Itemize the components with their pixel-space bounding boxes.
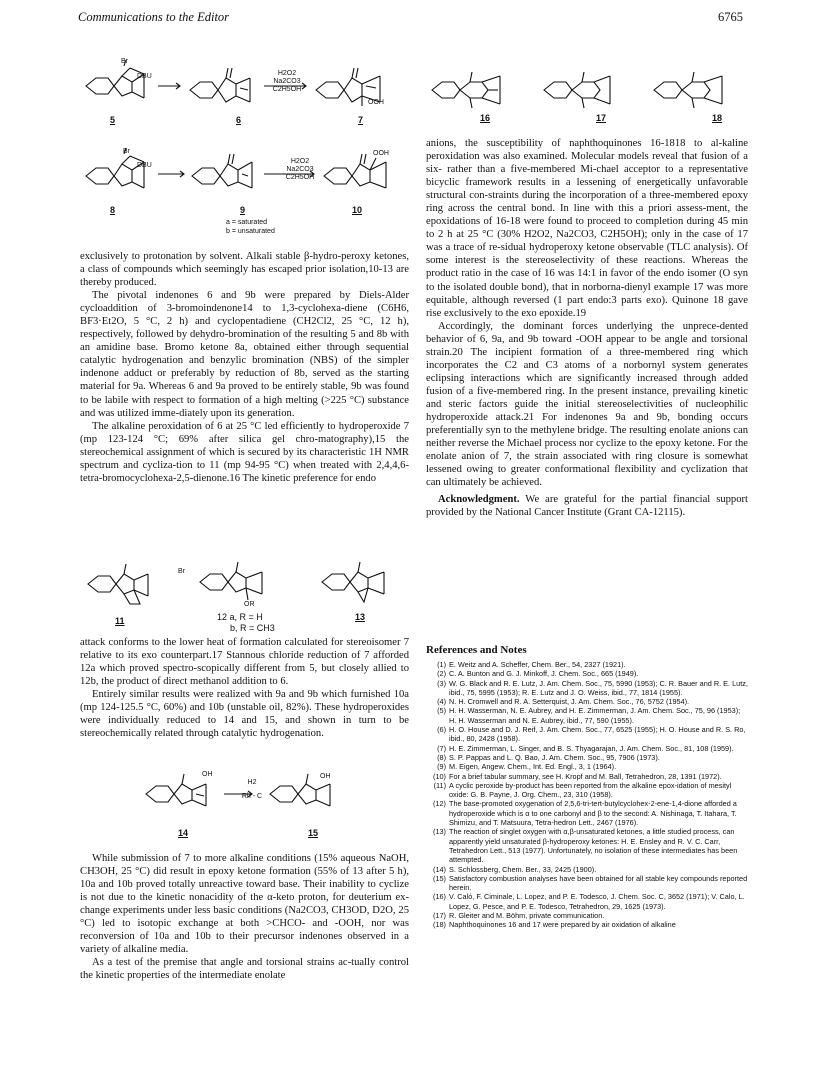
reference-number: (16)	[433, 892, 446, 902]
label-5: 5	[110, 115, 116, 125]
label-6: 6	[236, 115, 242, 125]
reference-item	[426, 753, 748, 762]
reference-item	[426, 772, 748, 781]
structure-14	[146, 774, 206, 806]
group-br-11: Br	[178, 568, 185, 575]
left-column-mid	[80, 636, 409, 740]
label-17: 17	[596, 113, 607, 123]
label-10: 10	[352, 205, 363, 215]
reference-text: N. H. Cromwell and R. A. Setterquist, J. Am. Chem. Soc., 76, 5752 (1954).	[449, 697, 690, 707]
reference-number: (18)	[433, 920, 446, 930]
left-p3: The alkaline peroxidation of 6 at 25 °C led efficiently to hydroperoxide 7 (mp 123-124 °C; 69% after silica gel chro-matography),15 the stereochemical assignment of which is secured by its characteristic 1H NMR spectrum and cycliza-tion to 11 (mp 94-95 °C) when treated with 2,4,4,6-tetra-bromocyclohexa-2,5-dienone.16 The kinetic preference for endo	[80, 420, 409, 484]
structure-11	[88, 564, 148, 604]
label-8: 8	[110, 205, 116, 215]
group-br-8: Br	[123, 148, 130, 155]
reagent-dbu-2: DBU	[137, 162, 152, 169]
reference-item	[426, 781, 748, 800]
label-14: 14	[178, 828, 189, 838]
group-ooh-7: OOH	[368, 99, 384, 106]
journal-section-title: Communications to the Editor	[78, 10, 230, 24]
reagent-dbu-1: DBU	[137, 73, 152, 80]
structure-17	[544, 72, 610, 108]
reference-text: C. A. Bunton and G. J. Minkoff, J. Chem. Soc., 665 (1949).	[449, 669, 639, 679]
group-or-12: OR	[244, 601, 255, 608]
reference-number: (10)	[433, 771, 446, 781]
label-12b: b, R = CH3	[230, 623, 275, 633]
page-number: 6765	[718, 10, 743, 24]
reference-number: (15)	[433, 873, 446, 883]
group-br-5: Br	[121, 58, 128, 65]
group-ooh-10: OOH	[373, 150, 389, 157]
structure-18	[654, 72, 722, 108]
reference-text: M. Eigen, Angew. Chem., Int. Ed. Engl., 3, 1 (1964).	[449, 762, 617, 772]
reference-text: S. P. Pappas and L. Q. Bao, J. Am. Chem. Soc., 95, 7906 (1973).	[449, 752, 660, 762]
structure-12	[200, 562, 262, 600]
label-15: 15	[308, 828, 319, 838]
reference-item	[426, 744, 748, 753]
reference-item	[426, 920, 748, 929]
reference-number: (8)	[437, 752, 446, 762]
reference-text: Naphthoquinones 16 and 17 were prepared by air oxidation of alkaline	[449, 920, 676, 930]
left-p4: attack conforms to the lower heat of formation calculated for stereoisomer 7 relative to its exo counterpart.17 Stannous chloride reduction of 7 afforded 12a which proved spectro-scopically different from 5, but closely allied to 12b, the product of direct methanol addition to 6.	[80, 637, 409, 688]
reference-number: (3)	[437, 678, 446, 688]
reagents-hydrogenation: H2 Rh - C	[241, 779, 263, 800]
reference-number: (11)	[433, 780, 446, 790]
group-oh-14: OH	[202, 771, 213, 778]
reference-text: V. Caló, F. Ciminale, L. Lopez, and P. E. Todesco, J. Chem. Soc. C, 3652 (1971); V. Calo, L. Lopez, G. Pesce, and P. E. Todesco, Tetrahedron, 29, 1625 (1973).	[449, 892, 745, 911]
note-a-saturated: a = saturated	[226, 219, 268, 226]
reference-text: For a brief tabular summary, see H. Kropf and M. Ball, Tetrahedron, 28, 1391 (1972).	[449, 771, 722, 781]
reference-text: H. H. Wasserman, N. E. Aubrey, and H. E. Zimmerman, J. Am. Chem. Soc., 75, 96 (1953); H. H. Wasserman and N. E. Aubrey, ibid., 77, 590 (1955).	[449, 706, 741, 725]
left-column-bottom	[80, 852, 409, 982]
reagents-peroxide-1: H2O2 Na2CO3 C2H5OH	[272, 70, 302, 93]
label-16: 16	[480, 113, 491, 123]
reference-number: (5)	[437, 706, 446, 716]
left-p7: As a test of the premise that angle and torsional strains ac-tually control the kinetic properties of the intermediate enolate	[80, 957, 409, 982]
left-p2: The pivotal indenones 6 and 9b were prepared by Diels-Alder cycloaddition of 3-bromoindenone14 to 1,3-cyclohexa-diene (C6H6, BF3·Et2O, 5 °C, 2 h) and cyclopentadiene (CH2Cl2, 25 °C, 12 h), respectively, followed by dehydro-bromination of the resulting 5 and 8b with an amidine base. Bromo ketone 8a, obtained either through sequential catalytic hydrogenation and benzylic bromination (NBS) of the simpler indenone adduct or preferably by reduction of 8b, served as the starting material for 9a. Whereas 6 and 9a proved to be entirely stable, 9b was found to be labile with respect to formation of a high melting (>225 °C) substance and was utilized imme-diately upon its generation.	[80, 290, 409, 419]
reference-text: H. O. House and D. J. Reif, J. Am. Chem. Soc., 77, 6525 (1955); H. O. House and R. S. Ro, ibid., 80, 2428 (1958).	[449, 725, 746, 744]
label-9: 9	[240, 205, 246, 215]
reference-text: A cyclic peroxide by-product has been reported from the alkaline epox-idation of mesityl oxide: G. B. Payne, J. Org. Chem., 23, 310 (1958).	[449, 780, 732, 800]
reagents-peroxide-2: H2O2 Na2CO3 C2H5OH	[285, 158, 315, 181]
reference-text: Satisfactory combustion analyses have been obtained for all stable key compounds reported herein.	[449, 873, 748, 893]
scheme-1-structures	[80, 58, 420, 238]
label-13: 13	[355, 612, 366, 622]
label-12a: 12 a, R = H	[217, 612, 263, 622]
ack-heading: Acknowledgment.	[438, 494, 520, 506]
note-b-unsaturated: b = unsaturated	[226, 228, 275, 235]
reference-item	[426, 874, 748, 893]
reference-text: The base-promoted oxygenation of 2,5,6-tri-tert-butylcyclohex-2-ene-1,4-dione afforded a hydroperoxide which is α to one carbonyl and β to the second: A. Nishinaga, T. Itahara, T. Shimizu, and T. Matsuura, Tetra-hedron Lett., 2467 (1976).	[449, 799, 737, 828]
structure-6	[190, 68, 250, 102]
left-p6: While submission of 7 to more alkaline conditions (15% aqueous NaOH, CH3OH, 25 °C) did result in epoxy ketone formation (55% of 13 after 5 h), 10a and 10b proved totally unreactive toward base. Their inability to cyclize is not due to the kinetic nonacidity of the α-keto proton, for deuterium ex-change experiments under less basic conditions (Na2CO3, CH3OD, D2O, 25 °C) led to isotopic exchange at both >CHCO- and -OOH, nor was reconversion of 10a and 10b to their precursor indenones observed in a variety of alkaline media.	[80, 853, 409, 956]
reference-item	[426, 660, 748, 669]
structure-8	[86, 148, 144, 188]
acknowledgment	[426, 493, 748, 519]
structure-10	[324, 154, 386, 188]
left-column-top	[80, 250, 409, 485]
reference-item	[426, 827, 748, 864]
reference-number: (17)	[433, 911, 446, 921]
reference-item	[426, 762, 748, 771]
label-7: 7	[358, 115, 364, 125]
reference-item	[426, 706, 748, 725]
reference-item	[426, 725, 748, 744]
reference-item	[426, 697, 748, 706]
reference-number: (7)	[437, 743, 446, 753]
reference-text: W. G. Black and R. E. Lutz, J. Am. Chem. Soc., 75, 5990 (1953); C. R. Bauer and R. E. Lutz, ibid., 75, 5995 (1953); R. E. Lutz and J. O. Weiss, ibid., 77, 1814 (1955).	[449, 678, 748, 697]
reference-item	[426, 865, 748, 874]
right-column-text	[426, 137, 748, 519]
reference-number: (2)	[437, 669, 446, 679]
reference-text: S. Schlossberg, Chem. Ber., 33, 2425 (1900).	[449, 864, 597, 874]
reference-item	[426, 799, 748, 827]
structure-13	[322, 562, 384, 602]
reference-item	[426, 679, 748, 698]
references-title: References and Notes	[426, 644, 527, 656]
reference-number: (14)	[433, 864, 446, 874]
structure-16	[432, 72, 500, 108]
group-oh-15: OH	[320, 773, 331, 780]
right-p2: Accordingly, the dominant forces underlying the unprece-dented behavior of 6, 9a, and 9b toward -OOH appear to be angle and torsional strain.20 The incipient formation of a three-membered ring which incorporates the C2 and C3 atoms of a norbornyl system generates eclipsing interactions which are significantly increased through added fusion of a five-membered ring. In the present instance, prevailing kinetic and steric factors guide the initial stereoselectivities of nucleophilic hydroperoxide attack.21 For indenones 9a and 9b, bonding occurs preferentially syn to the methylene bridge. The resulting enolate anions can neither reverse the Michael process nor cyclize to the epoxy ketone. For the enolate anion of 7, the strain associated with ring closure is somewhat lessened owing to greater conformational flexibility and cyclization that can ultimately be achieved.	[426, 320, 748, 489]
reference-item	[426, 911, 748, 920]
left-p1: exclusively to protonation by solvent. Alkali stable β-hydro-peroxy ketones, a class of compounds which seemingly has escaped prior isolation,10-13 are thereby produced.	[80, 251, 409, 289]
reference-number: (12)	[433, 799, 446, 809]
reference-number: (1)	[437, 660, 446, 669]
reference-item	[426, 669, 748, 678]
structure-9	[192, 154, 252, 188]
label-11: 11	[115, 616, 125, 626]
left-p5: Entirely similar results were realized with 9a and 9b which furnished 10a (mp 124-125.5 °C, 60%) and 10b (unstable oil, 82%). These hydroperoxides were individually reduced to 14 and 15, and shown in turn to be stereochemically related through catalytic hydrogenation.	[80, 689, 409, 740]
reference-number: (6)	[437, 725, 446, 735]
structure-5	[86, 60, 144, 98]
reference-text: The reaction of singlet oxygen with α,β-unsaturated ketones, a little studied process, can apparently yield unsaturated β-hydroperoxy ketones: H. E. Ensley and R. V. C. Carr, Tetrahedron Lett., 513 (1977). Unfortunately, no isolation of these intermediates has been attempted.	[449, 827, 738, 865]
reference-text: H. E. Zimmerman, L. Singer, and B. S. Thyagarajan, J. Am. Chem. Soc., 81, 108 (1959).	[449, 743, 734, 753]
reference-item	[426, 892, 748, 911]
reference-number: (4)	[437, 697, 446, 707]
reference-text: E. Weitz and A. Scheffer, Chem. Ber., 54, 2327 (1921).	[449, 660, 626, 669]
reference-text: R. Gleiter and M. Böhm, private communication.	[449, 911, 605, 921]
references-list	[426, 660, 748, 930]
scheme-naphthoquinones	[426, 60, 756, 120]
right-p1: anions, the susceptibility of naphthoquinones 16-1818 to al-kaline peroxidation was also examined. Molecular models reveal that fusion of a six- rather than a five-membered Mi-chael acceptor to a representative bicyclic framework results in a lessening of energetically unfavorable structural con-straints during the incorporation of a three-membered epoxy ring across the central bond. In line with this a priori assess-ment, the epoxidations of 16-18 were found to proceed to completion during 45 min to 2 h at 25 °C (30% H2O2, Na2CO3, C2H5OH); only in the case of 17 was a trace of re-sidual hydroperoxy ketone observable (TLC analysis). Of some interest is the stereoselectivity of these reactions. Whereas the product ratio in the case of 16 was 14:1 in favor of the endo isomer (O syn to the isolated double bond), that in norborna-dienyl example 17 was more equitable, although reversed (1 part endo:3 parts exo). Quinone 18 gave rise exclusively to the exo epoxide.19	[426, 138, 748, 319]
reference-number: (9)	[437, 762, 446, 772]
ack-body: We are grateful for the partial financial support provided by the National Cancer Institute (Grant CA-12115).	[426, 494, 748, 519]
label-18: 18	[712, 113, 723, 123]
reference-number: (13)	[433, 827, 446, 837]
